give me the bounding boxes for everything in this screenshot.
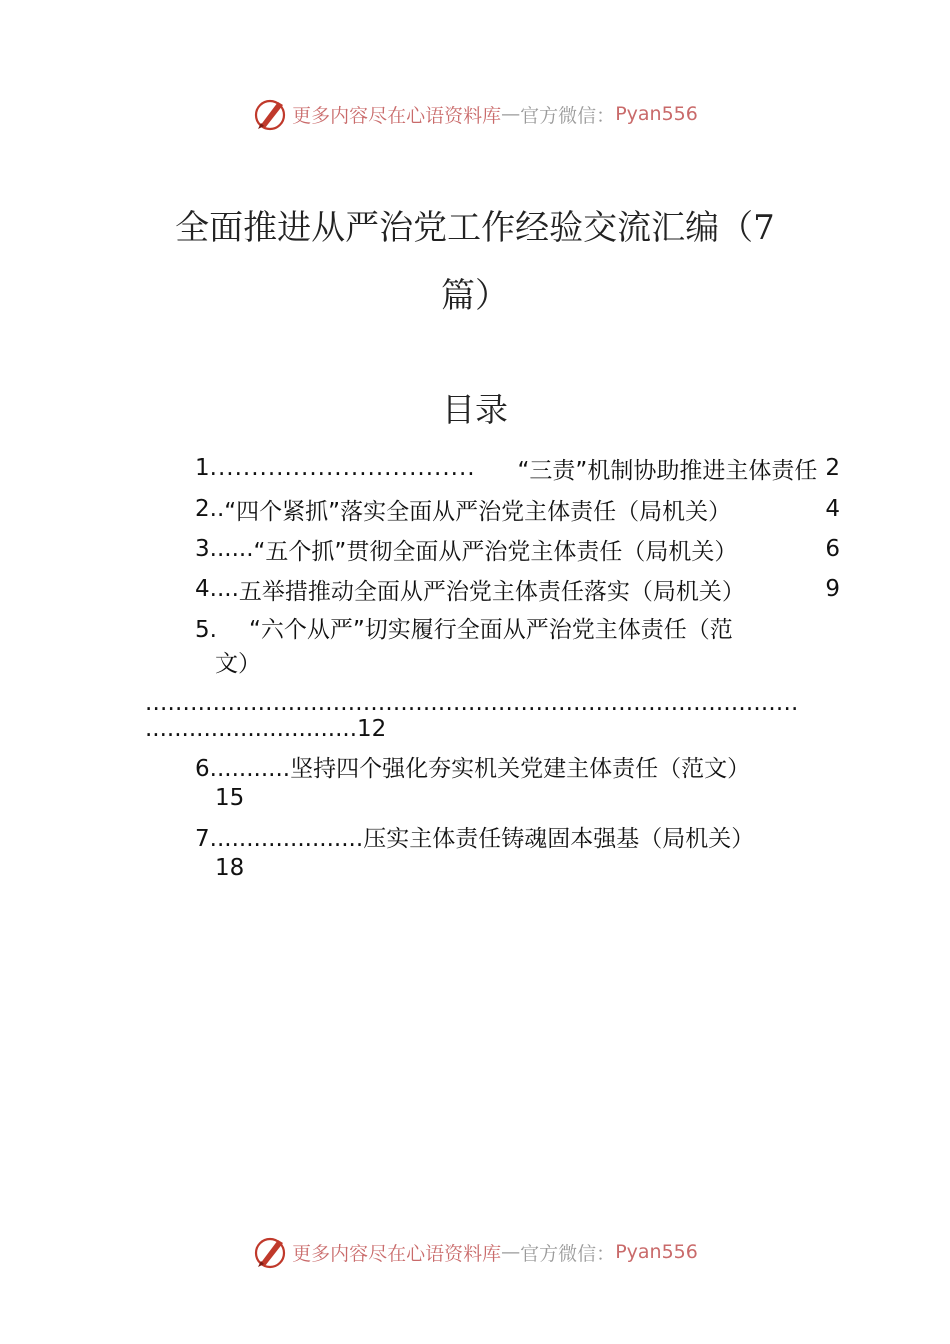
toc-entry-number: 5. xyxy=(195,617,217,643)
toc-entry-page: 12 xyxy=(357,716,387,742)
toc-entry-1[interactable] xyxy=(195,450,840,486)
toc-entry-number: 3 xyxy=(195,536,210,562)
footer-watermark xyxy=(0,1232,950,1272)
header-watermark xyxy=(0,94,950,134)
pen-logo-icon xyxy=(252,96,288,132)
title-line-1: 全面推进从严治党工作经验交流汇编（7 xyxy=(175,208,775,248)
toc-leader-dots: ..................... xyxy=(209,826,364,852)
toc-entry-text: “四个紧抓”落实全面从严治党主体责任（局机关） xyxy=(224,498,732,525)
toc-entry-text: 压实主体责任铸魂固本强基（局机关） xyxy=(363,826,755,852)
pen-logo-icon xyxy=(252,1234,288,1270)
toc-leader-dots: ............................. xyxy=(145,716,358,742)
toc-entry-text: “三责”机制协助推进主体责任 xyxy=(517,457,818,484)
watermark-main-text: 更多内容尽在心语资料库 xyxy=(292,104,502,127)
toc-entry-number: 1 xyxy=(195,455,210,481)
watermark-wechat-id: Pyan556 xyxy=(615,103,698,125)
toc-entry-page: 15 xyxy=(215,785,245,811)
toc-entry-number: 4 xyxy=(195,576,210,602)
watermark-main-text: 更多内容尽在心语资料库 xyxy=(292,1242,502,1265)
toc-heading: 目录 xyxy=(442,390,508,429)
toc-entry-number: 6 xyxy=(195,756,210,782)
toc-entry-number: 2 xyxy=(195,496,210,522)
watermark-dash: — xyxy=(501,103,521,125)
title-line-2: 篇） xyxy=(441,276,509,316)
toc-leader-dots: .. xyxy=(209,496,225,522)
watermark-dash: — xyxy=(501,1241,521,1263)
toc-leader-dots: ........... xyxy=(209,756,291,782)
document-title xyxy=(140,194,810,330)
watermark-official-label: 官方微信： xyxy=(520,1242,616,1265)
watermark-official-label: 官方微信： xyxy=(520,104,616,127)
toc-leader-dots: ................................ xyxy=(209,455,476,481)
toc-entry-page: 4 xyxy=(825,496,840,522)
toc-entry-text-continued: 文） xyxy=(215,651,261,677)
toc-entry-4[interactable] xyxy=(195,571,840,607)
toc-entry-page: 2 xyxy=(825,455,840,481)
toc-entry-2[interactable] xyxy=(195,491,840,527)
toc-entry-page: 9 xyxy=(825,576,840,602)
watermark-wechat-id: Pyan556 xyxy=(615,1241,698,1263)
toc-entry-3[interactable] xyxy=(195,531,840,567)
toc-entry-number: 7 xyxy=(195,826,210,852)
toc-leader-dots: ...... xyxy=(209,536,254,562)
toc-entry-text: 五举措推动全面从严治党主体责任落实（局机关） xyxy=(238,578,745,605)
toc-entry-text: 坚持四个强化夯实机关党建主体责任（范文） xyxy=(290,756,751,782)
toc-entry-page: 6 xyxy=(825,536,840,562)
toc-entry-text: “六个从严”切实履行全面从严治党主体责任（范 xyxy=(248,617,733,643)
toc-entry-text: “五个抓”贯彻全面从严治党主体责任（局机关） xyxy=(253,538,738,565)
toc-entry-page: 18 xyxy=(215,855,245,881)
toc-leader-dots: ....................................................................................... xyxy=(145,690,799,716)
toc-leader-dots: .... xyxy=(209,576,239,602)
